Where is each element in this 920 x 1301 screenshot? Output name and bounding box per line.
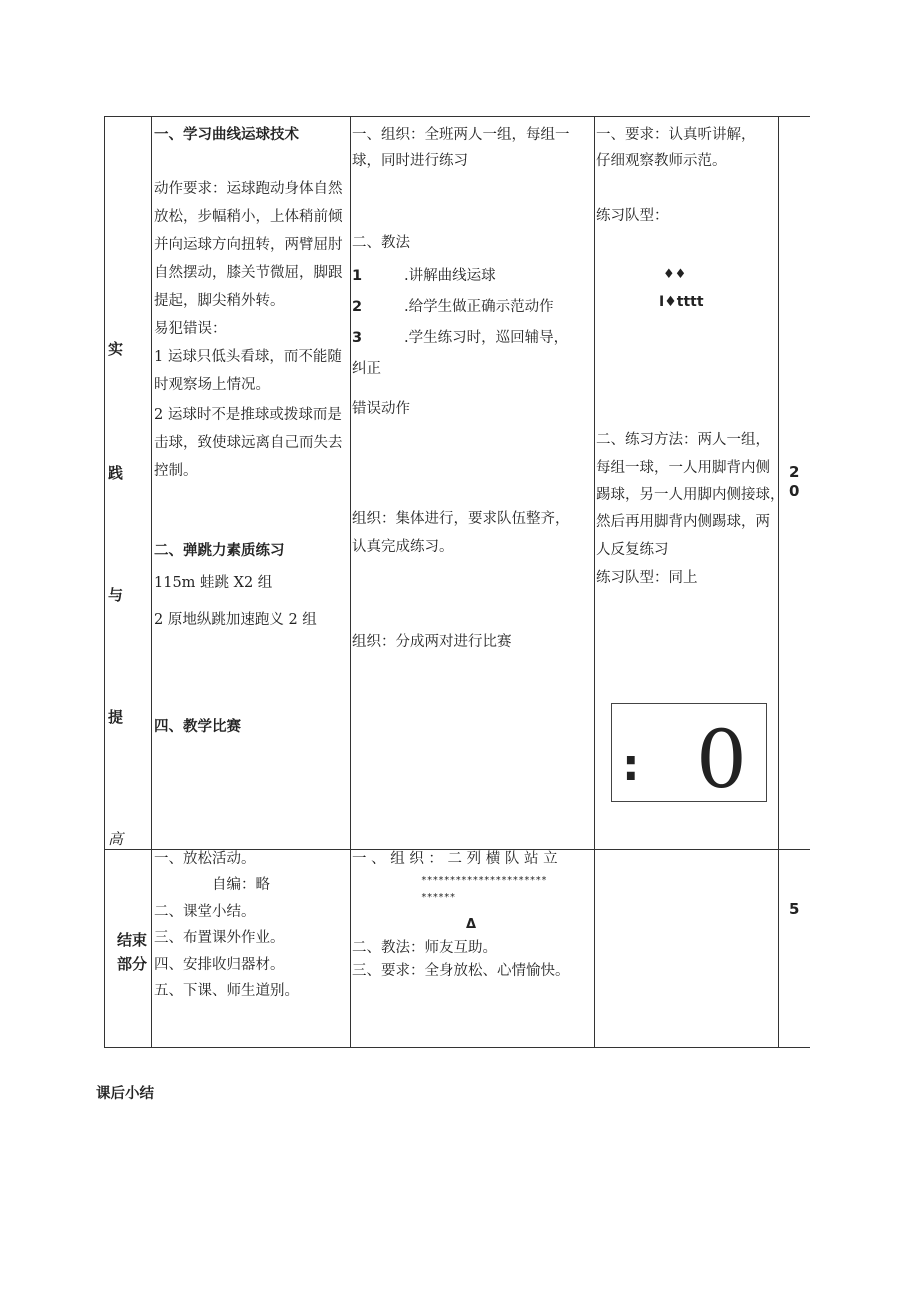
column-divider-3: [594, 116, 595, 1048]
section2-label-line: 结束: [117, 931, 148, 949]
closing-item: 五、下课、师生道别。: [154, 983, 299, 999]
practice-method-line: 人反复练习: [596, 542, 669, 558]
heading-teaching-match: 四、教学比赛: [154, 719, 241, 735]
organization-line: 球，同时进行练习: [352, 153, 468, 169]
table-bottom-border: [104, 1047, 810, 1048]
error-line: 控制。: [154, 463, 198, 479]
after-class-summary-title: 课后小结: [96, 1086, 154, 1102]
court-diagram: [611, 703, 767, 806]
column-divider-1: [151, 116, 152, 1048]
practice-method-line: 踢球，另一人用脚内侧接球，: [596, 487, 785, 503]
step-number: 3: [352, 330, 363, 346]
requirement-line: 放松，步幅稍小，上体稍前倾: [154, 209, 343, 225]
requirement-line: 并向运球方向扭转，两臂屈肘: [154, 237, 343, 253]
section2-time: 5: [789, 900, 800, 918]
section1-label-char: 实: [108, 340, 124, 358]
error-line: 时观察场上情况。: [154, 377, 270, 393]
time-digit: 2: [789, 463, 800, 481]
column-divider-4: [778, 116, 779, 1048]
court-diagram-colon: :: [622, 740, 640, 791]
closing-item: 自编：略: [212, 877, 270, 893]
heading-dribble-technique: 一、学习曲线运球技术: [154, 127, 299, 143]
requirement-line: 动作要求：运球跑动身体自然: [154, 181, 343, 197]
table-top-border: [104, 116, 810, 117]
court-diagram-zero: 0: [696, 713, 747, 806]
training-item: 2 原地纵跳加速跑义 2 组: [154, 612, 317, 628]
formation-label: 练习队型：: [596, 208, 669, 224]
step-number: 2: [352, 299, 363, 315]
error-line: 2 运球时不是推球或拨球而是: [154, 407, 342, 423]
organization-line: 认真完成练习。: [352, 539, 454, 555]
step-text: .学生练习时，巡回辅导，: [404, 330, 569, 346]
organization-line: 组织：集体进行，要求队伍整齐，: [352, 511, 570, 527]
step-continuation: 纠正: [352, 361, 381, 377]
error-line: 击球，致使球远离自己而失去: [154, 435, 343, 451]
section2-label-line: 部分: [117, 955, 148, 973]
section1-label-char: 践: [108, 464, 124, 482]
section1-label-char: 与: [108, 586, 124, 604]
formation-diagram-top: ♦♦: [663, 267, 687, 282]
requirement-line: 提起，脚尖稍外转。: [154, 293, 285, 309]
closing-item: 二、课堂小结。: [154, 904, 256, 920]
organization-line: 组织：分成两对进行比赛: [352, 634, 512, 650]
closing-requirement: 三、要求：全身放松、心情愉快。: [352, 963, 570, 979]
step-text: .给学生做正确示范动作: [404, 299, 554, 315]
step-number: 1: [352, 268, 363, 284]
closing-item: 四、安排收归器材。: [154, 957, 285, 973]
table-left-border: [104, 116, 105, 1048]
formation-stars: **********************: [421, 875, 547, 886]
section1-label-char: 提: [108, 708, 124, 726]
formation-stars: ******: [421, 892, 456, 903]
teacher-position-mark: Δ: [466, 917, 477, 932]
requirement-line: 自然摆动，膝关节微屈，脚跟: [154, 265, 343, 281]
formation-diagram-bottom: I♦tttt: [659, 294, 704, 310]
error-line: 1 运球只低头看球，而不能随: [154, 349, 342, 365]
step-continuation: 错误动作: [352, 401, 410, 417]
closing-item: 一、放松活动。: [154, 851, 256, 867]
practice-method-line: 然后再用脚背内侧踢球，两: [596, 514, 770, 530]
error-title: 易犯错误：: [154, 321, 227, 337]
closing-organization: 一 、 组 织 ： 二 列 横 队 站 立: [352, 851, 558, 867]
organization-line: 一、组织：全班两人一组，每组一: [352, 127, 570, 143]
method-title: 二、教法: [352, 235, 410, 251]
formation-label: 练习队型：同上: [596, 570, 698, 586]
column-divider-2: [350, 116, 351, 1048]
heading-jump-training: 二、弹跳力素质练习: [154, 543, 285, 559]
closing-item: 三、布置课外作业。: [154, 930, 285, 946]
practice-method-line: 每组一球，一人用脚背内侧: [596, 460, 770, 476]
section1-label-char: 高: [108, 830, 124, 848]
step-text: .讲解曲线运球: [404, 268, 496, 284]
practice-method-line: 二、练习方法：两人一组，: [596, 432, 770, 448]
time-digit: 0: [789, 482, 800, 500]
closing-method: 二、教法：师友互助。: [352, 940, 497, 956]
practice-requirement: 一、要求：认真听讲解，: [596, 127, 756, 143]
training-item: 115m 蛙跳 X2 组: [154, 575, 273, 591]
practice-requirement: 仔细观察教师示范。: [596, 153, 727, 169]
